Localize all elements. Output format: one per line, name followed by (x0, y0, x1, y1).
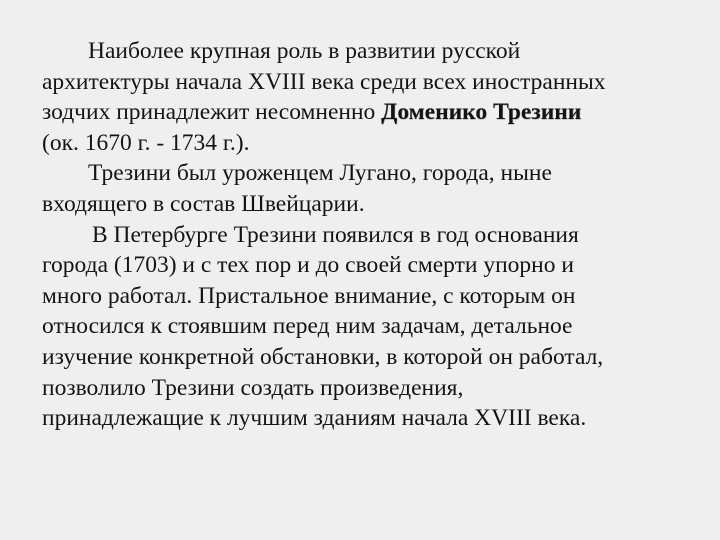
paragraph-1 (42, 36, 702, 158)
text-line (42, 97, 702, 128)
text-line: много работал. Пристальное внимание, с которым он (42, 282, 576, 309)
text-line: архитектуры начала XVIII века среди всех иностранных (42, 68, 606, 95)
text-line: принадлежащие к лучшим зданиям начала XVIII века. (42, 405, 587, 432)
text-line: В Петербурге Трезини появился в год основания (92, 221, 579, 248)
text-line: Наиболее крупная роль в развитии русской (88, 38, 521, 64)
paragraph-3 (42, 220, 702, 434)
text-line-prefix: зодчих принадлежит несомненно (42, 99, 382, 126)
text-line: Трезини был уроженцем Лугано, города, ныне (88, 160, 552, 187)
text-line: города (1703) и с тех пор и до своей смерти упорно и (42, 252, 574, 279)
text-line: (ок. 1670 г. - 1734 г.). (42, 129, 250, 156)
text-line: входящего в состав Швейцарии. (42, 190, 365, 217)
body-text (42, 36, 702, 434)
paragraph-2 (42, 158, 702, 219)
text-line: изучение конкретной обстановки, в которой он работал, (42, 343, 604, 370)
text-line: позволило Трезини создать произведения, (42, 374, 464, 401)
architect-name: Доменико Трезини (381, 99, 582, 126)
text-line: относился к стоявшим перед ним задачам, детальное (42, 313, 573, 340)
